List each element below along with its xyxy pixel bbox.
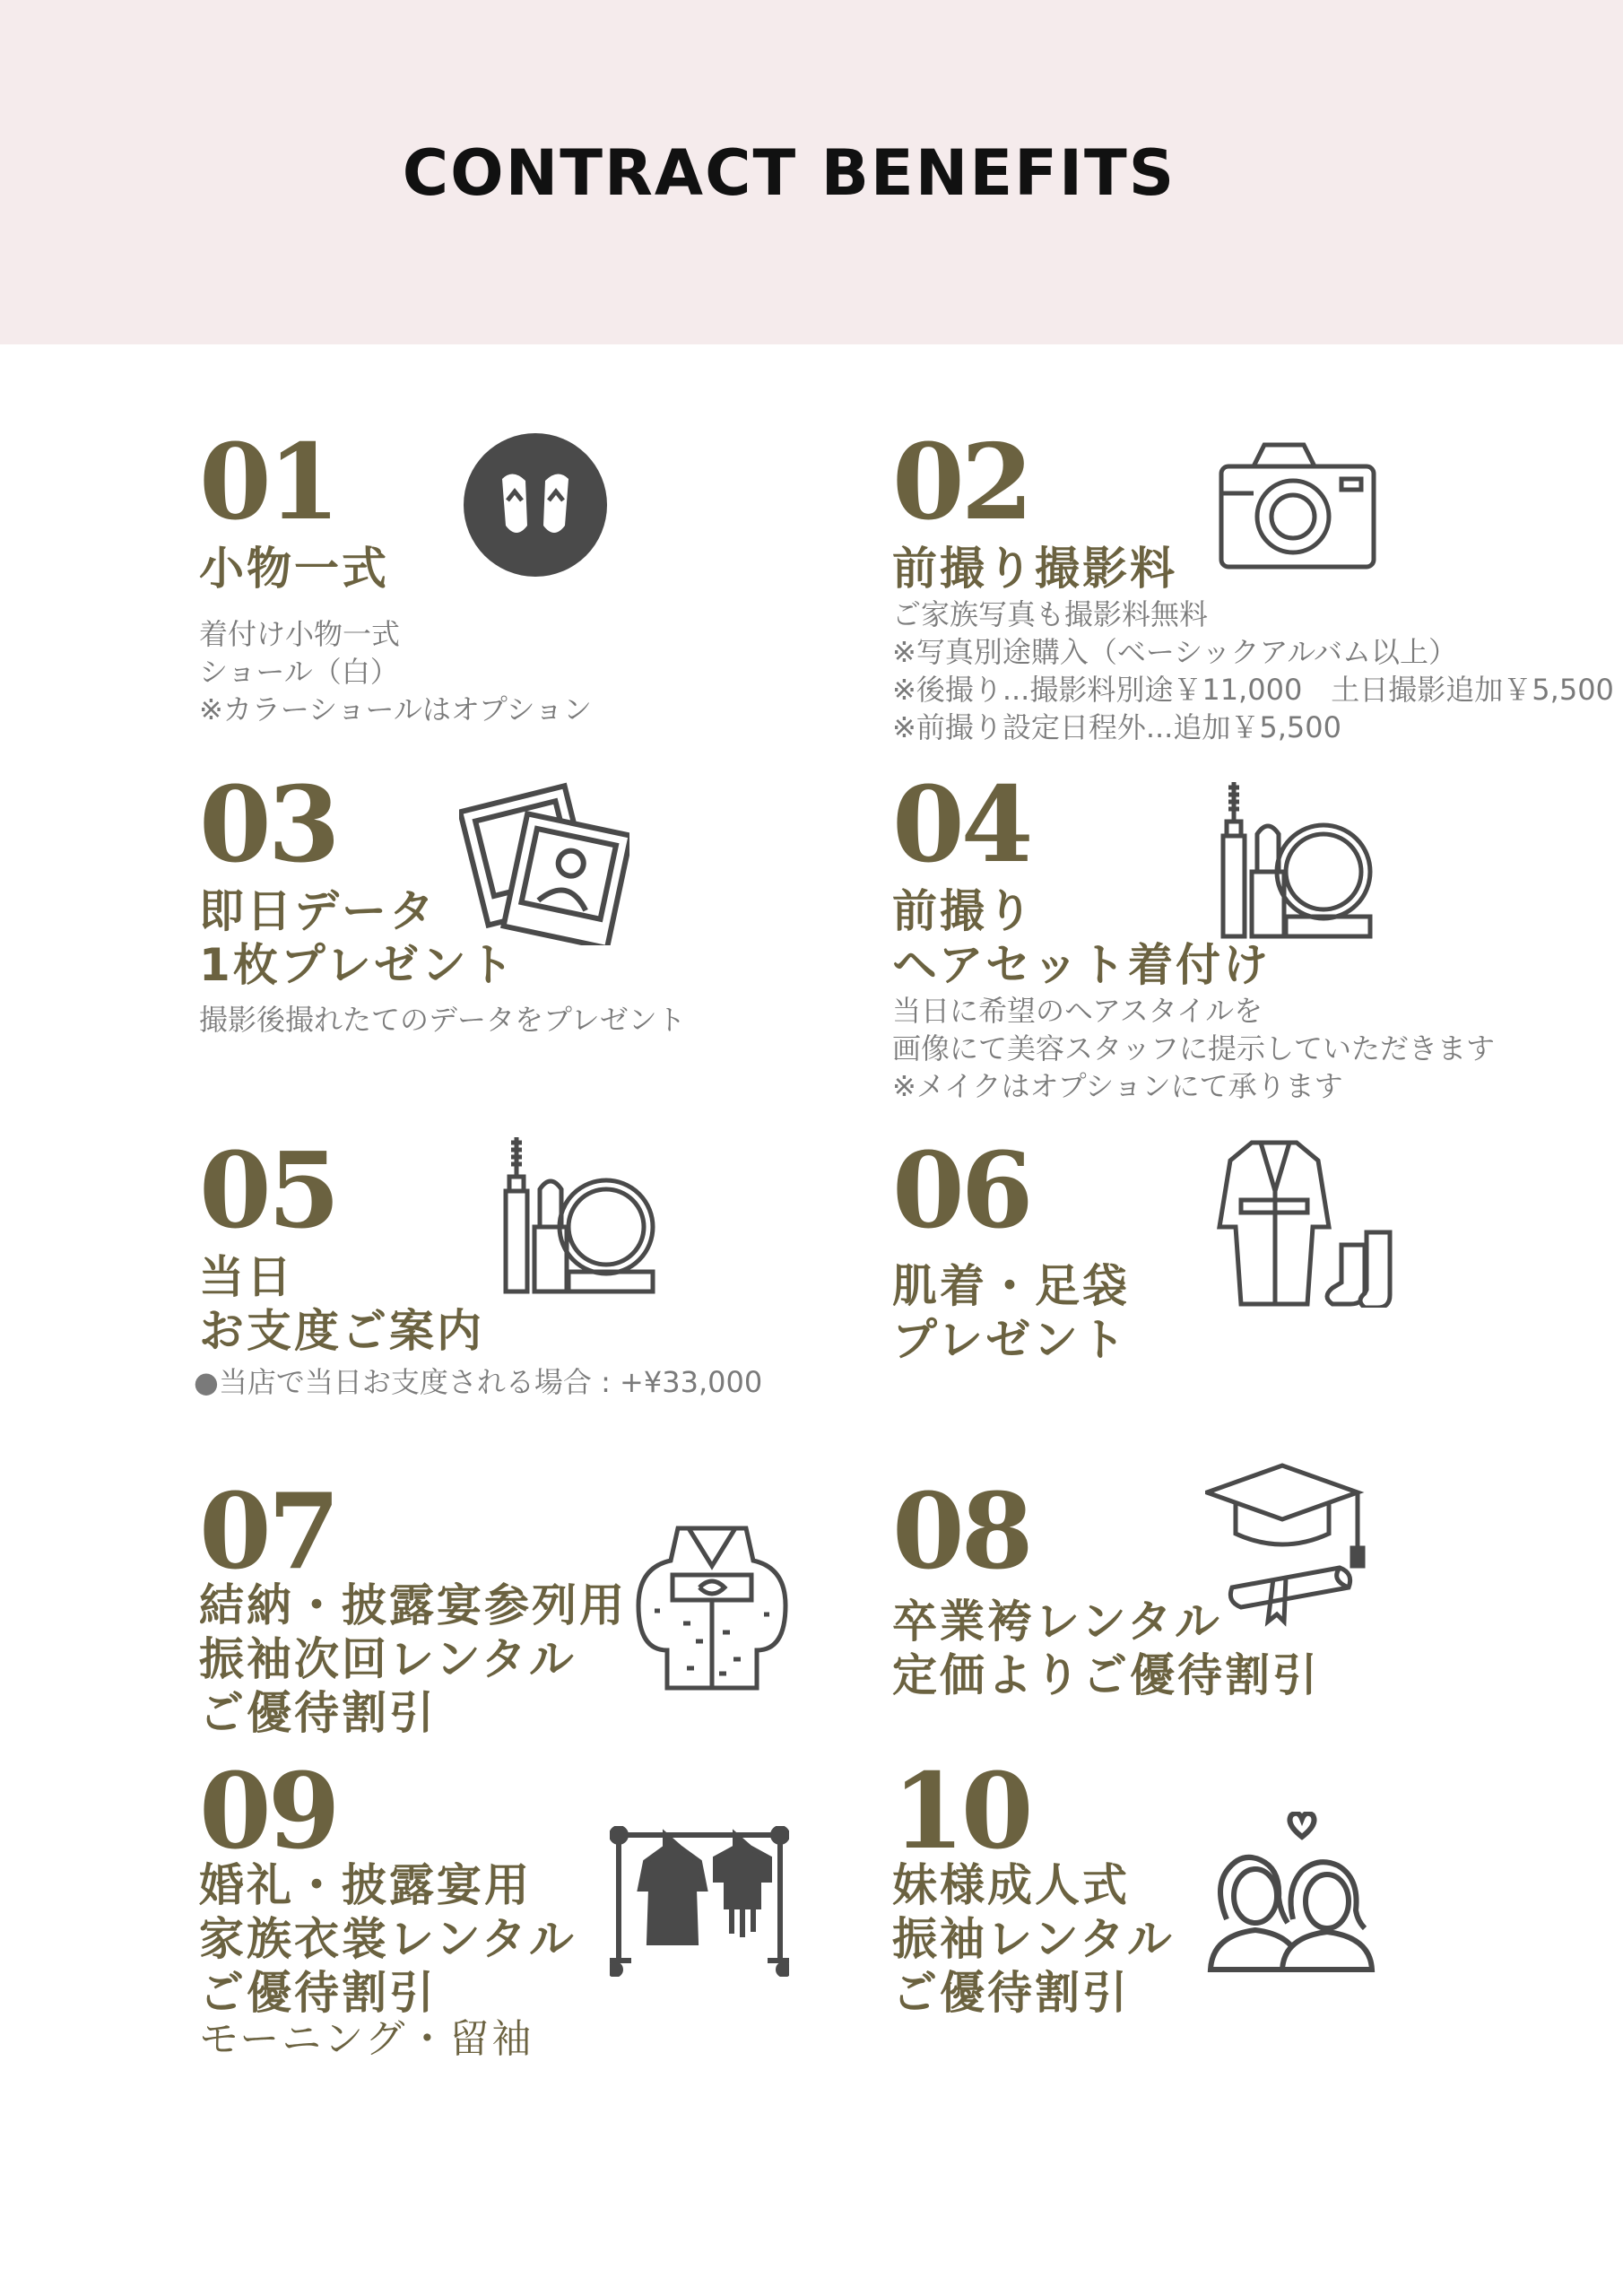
benefit-number: 04 xyxy=(892,764,1030,886)
photos-icon xyxy=(459,780,629,945)
makeup-icon xyxy=(499,1137,660,1297)
furisode-icon xyxy=(633,1525,791,1692)
kimono-tabi-icon xyxy=(1207,1137,1395,1308)
makeup-icon xyxy=(1216,782,1377,942)
benefit-title: 結納・披露宴参列用 振袖次回レンタル ご優待割引 xyxy=(199,1579,627,1739)
benefit-09 xyxy=(199,1751,577,2063)
benefit-number: 06 xyxy=(892,1130,1030,1252)
zori-icon xyxy=(463,432,608,578)
camera-icon xyxy=(1218,439,1377,570)
benefit-title: 当日 お支度ご案内 xyxy=(199,1251,484,1357)
benefit-number: 02 xyxy=(892,422,1030,544)
benefit-number: 03 xyxy=(199,764,337,886)
benefit-number: 01 xyxy=(199,422,337,544)
benefit-07 xyxy=(199,1471,627,1740)
benefit-06 xyxy=(892,1130,1130,1367)
page-title: CONTRACT BENEFITS xyxy=(402,136,1176,210)
benefit-04 xyxy=(892,764,1496,1105)
graduation-icon xyxy=(1205,1462,1367,1632)
benefit-description: 当日に希望のヘアスタイルを 画像にて美容スタッフに提示していただきます ※メイクはオプションにて承ります xyxy=(892,994,1496,1103)
benefit-title: 婚礼・披露宴用 家族衣裳レンタル ご優待割引 xyxy=(199,1859,577,2019)
benefit-title: 妹様成人式 振袖レンタル ご優待割引 xyxy=(892,1859,1175,2019)
header-banner xyxy=(0,0,1623,344)
benefit-description: ご家族写真も撮影料無料 ※写真別途購入（ベーシックアルバム以上） ※後撮り...撮影料別途￥11,000 土日撮影追加￥5,500 ※前撮り設定日程外...追加￥5,500 xyxy=(892,597,1614,744)
benefit-10 xyxy=(892,1751,1175,2020)
benefit-description: 撮影後撮れたてのデータをプレゼント xyxy=(199,1003,686,1037)
clothes-rack-icon xyxy=(610,1826,789,1977)
benefit-number: 05 xyxy=(199,1130,337,1252)
benefit-title: 即日データ 1枚プレゼント xyxy=(199,885,516,991)
benefit-number: 09 xyxy=(199,1751,337,1873)
benefit-number: 07 xyxy=(199,1471,337,1593)
benefit-number: 08 xyxy=(892,1471,1030,1593)
benefit-number: 10 xyxy=(892,1751,1030,1873)
benefit-description: 着付け小物一式 ショール（白） ※カラーショールはオプション xyxy=(199,617,593,726)
benefit-subtitle: モーニング・留袖 xyxy=(199,2016,534,2062)
benefit-title: 前撮り ヘアセット着付け xyxy=(892,885,1271,991)
benefit-title: 卒業袴レンタル 定価よりご優待割引 xyxy=(892,1596,1320,1701)
benefit-description: ●当店で当日お支度される場合 : +¥33,000 xyxy=(194,1365,763,1399)
benefit-title: 小物一式 xyxy=(199,543,389,595)
sisters-icon xyxy=(1205,1812,1376,1973)
benefit-title: 前撮り撮影料 xyxy=(892,543,1177,595)
benefit-05 xyxy=(194,1130,763,1401)
benefit-title: 肌着・足袋 プレゼント xyxy=(892,1260,1130,1366)
